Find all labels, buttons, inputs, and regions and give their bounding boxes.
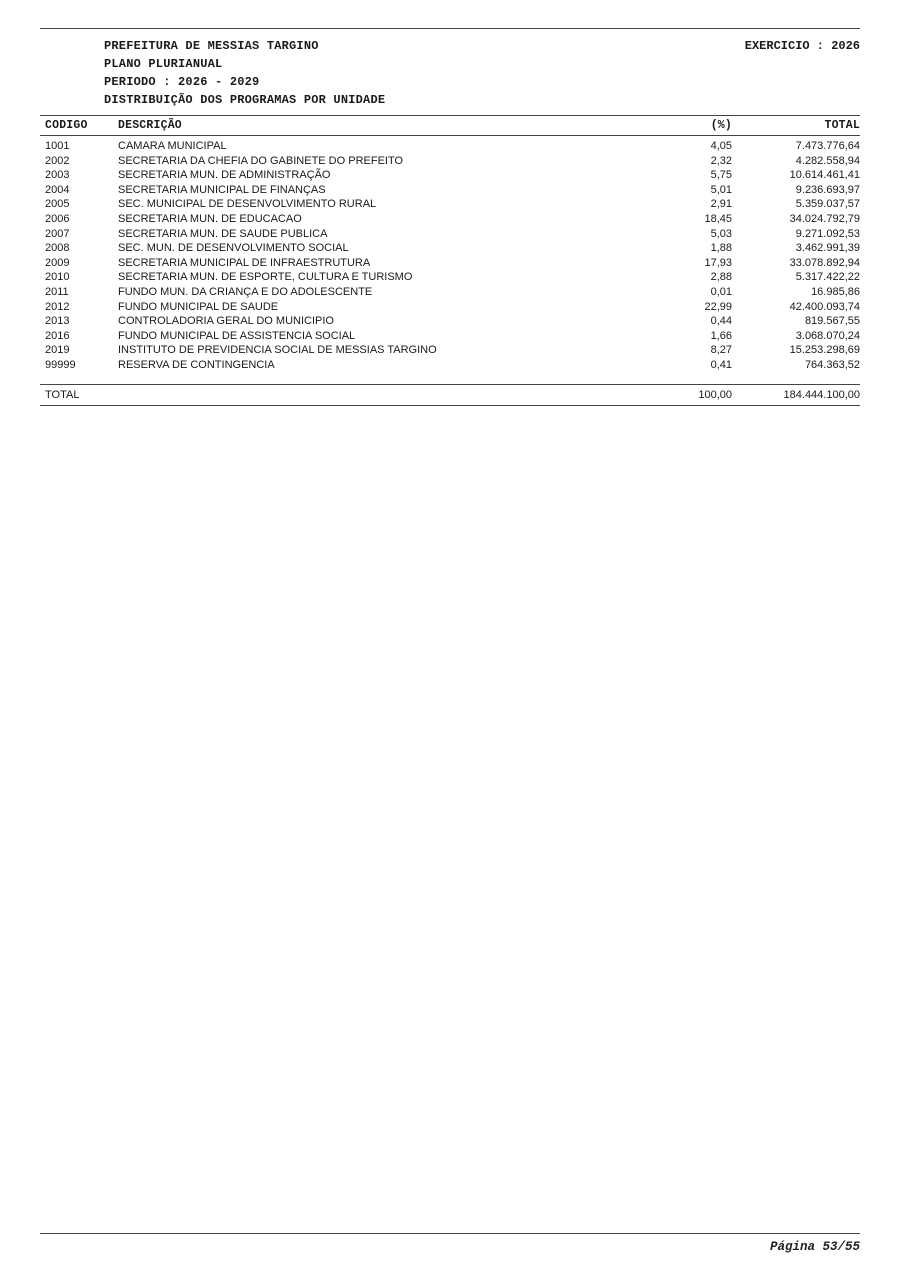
cell-total: 3.462.991,39	[795, 242, 860, 255]
table-header-row	[40, 116, 860, 136]
cell-descricao: FUNDO MUNICIPAL DE SAUDE	[118, 300, 279, 313]
table-row	[40, 183, 860, 198]
cell-total: 16.985,86	[811, 285, 860, 298]
cell-pct: 0,41	[710, 358, 732, 371]
period-label: PERIODO : 2026 - 2029	[104, 75, 260, 89]
cell-total: 7.473.776,64	[795, 140, 860, 152]
table-row	[40, 358, 860, 373]
cell-pct: 0,44	[710, 315, 732, 328]
cell-total: 10.614.461,41	[789, 169, 860, 182]
page-number: Página 53/55	[769, 1240, 860, 1254]
cell-codigo: 2005	[45, 198, 70, 211]
table-row	[40, 285, 860, 300]
cell-total: 4.282.558,94	[795, 154, 860, 167]
report-header-left	[40, 37, 385, 109]
cell-total: 33.078.892,94	[789, 256, 860, 269]
page-footer	[40, 1233, 860, 1254]
table-row	[40, 136, 860, 154]
cell-descricao: CAMARA MUNICIPAL	[118, 140, 227, 152]
cell-descricao: FUNDO MUNICIPAL DE ASSISTENCIA SOCIAL	[118, 329, 356, 342]
cell-codigo: 2007	[45, 227, 70, 240]
table-row	[40, 241, 860, 256]
table-row	[40, 256, 860, 271]
col-header-pct: (%)	[637, 116, 732, 136]
plan-name: PLANO PLURIANUAL	[104, 57, 223, 71]
table-row	[40, 300, 860, 315]
total-label: TOTAL	[40, 385, 118, 406]
cell-pct: 2,88	[710, 271, 732, 284]
cell-descricao: SECRETARIA MUN. DE EDUCACAO	[118, 212, 302, 225]
cell-codigo: 2012	[45, 300, 70, 313]
cell-codigo: 2013	[45, 315, 70, 328]
col-header-descricao: DESCRIÇÃO	[118, 116, 637, 136]
col-header-total: TOTAL	[732, 116, 860, 136]
cell-total: 3.068.070,24	[795, 329, 860, 342]
cell-descricao: SECRETARIA MUNICIPAL DE FINANÇAS	[118, 183, 326, 196]
cell-codigo: 99999	[45, 358, 76, 371]
cell-pct: 5,03	[710, 227, 732, 240]
total-value: 184.444.100,00	[732, 385, 860, 406]
cell-pct: 5,75	[710, 169, 732, 182]
cell-descricao: SECRETARIA MUN. DE ADMINISTRAÇÃO	[118, 169, 331, 182]
total-row	[40, 385, 860, 406]
org-name: PREFEITURA DE MESSIAS TARGINO	[104, 39, 319, 53]
report-header	[40, 29, 860, 109]
cell-total: 34.024.792,79	[789, 212, 860, 225]
cell-descricao: INSTITUTO DE PREVIDENCIA SOCIAL DE MESSIAS TARGINO	[118, 344, 437, 357]
table-container	[40, 115, 860, 406]
report-title: DISTRIBUIÇÃO DOS PROGRAMAS POR UNIDADE	[104, 93, 386, 107]
cell-codigo: 2002	[45, 154, 70, 167]
cell-descricao: SECRETARIA MUN. DE ESPORTE, CULTURA E TURISMO	[118, 271, 413, 284]
cell-descricao: SECRETARIA DA CHEFIA DO GABINETE DO PREFEITO	[118, 154, 404, 167]
cell-codigo: 2019	[45, 344, 70, 357]
table-row	[40, 343, 860, 358]
table-row	[40, 227, 860, 242]
table-row	[40, 168, 860, 183]
cell-total: 42.400.093,74	[789, 300, 860, 313]
cell-descricao: SECRETARIA MUN. DE SAUDE PUBLICA	[118, 227, 328, 240]
cell-pct: 22,99	[704, 300, 732, 313]
cell-total: 819.567,55	[804, 315, 860, 328]
table-body	[40, 136, 860, 373]
total-pct: 100,00	[637, 385, 732, 406]
cell-codigo: 2006	[45, 212, 70, 225]
col-header-codigo: CODIGO	[40, 116, 118, 136]
cell-descricao: RESERVA DE CONTINGENCIA	[118, 358, 275, 371]
table-row	[40, 270, 860, 285]
table-row	[40, 314, 860, 329]
distribution-table	[40, 115, 860, 406]
cell-total: 9.236.693,97	[795, 183, 860, 196]
cell-codigo: 2008	[45, 242, 70, 255]
cell-pct: 18,45	[704, 212, 732, 225]
cell-pct: 0,01	[710, 285, 732, 298]
cell-descricao: SEC. MUNICIPAL DE DESENVOLVIMENTO RURAL	[118, 198, 377, 211]
cell-descricao: FUNDO MUN. DA CRIANÇA E DO ADOLESCENTE	[118, 285, 373, 298]
cell-total: 764.363,52	[804, 358, 860, 371]
cell-codigo: 2004	[45, 183, 70, 196]
exercise-label: EXERCICIO : 2026	[744, 39, 860, 53]
table-row	[40, 197, 860, 212]
cell-total: 5.317.422,22	[795, 271, 860, 284]
cell-total: 5.359.037,57	[795, 198, 860, 211]
cell-codigo: 2010	[45, 271, 70, 284]
cell-pct: 2,32	[710, 154, 732, 167]
cell-codigo: 2011	[45, 285, 69, 298]
table-row	[40, 212, 860, 227]
cell-descricao: SECRETARIA MUNICIPAL DE INFRAESTRUTURA	[118, 256, 371, 269]
cell-total: 9.271.092,53	[795, 227, 860, 240]
cell-pct: 5,01	[710, 183, 732, 196]
cell-total: 15.253.298,69	[789, 344, 860, 357]
total-spacer-row	[40, 373, 860, 385]
cell-pct: 1,66	[710, 329, 732, 342]
cell-codigo: 2009	[45, 256, 70, 269]
table-row	[40, 329, 860, 344]
cell-codigo: 2016	[45, 329, 70, 342]
table-row	[40, 154, 860, 169]
cell-descricao: SEC. MUN. DE DESENVOLVIMENTO SOCIAL	[118, 242, 349, 255]
cell-codigo: 1001	[45, 140, 70, 152]
cell-codigo: 2003	[45, 169, 70, 182]
total-desc-empty	[118, 385, 637, 406]
cell-pct: 17,93	[704, 256, 732, 269]
cell-pct: 1,88	[710, 242, 732, 255]
cell-pct: 4,05	[710, 140, 732, 152]
cell-pct: 2,91	[710, 198, 732, 211]
cell-pct: 8,27	[710, 344, 732, 357]
cell-descricao: CONTROLADORIA GERAL DO MUNICIPIO	[118, 315, 334, 328]
